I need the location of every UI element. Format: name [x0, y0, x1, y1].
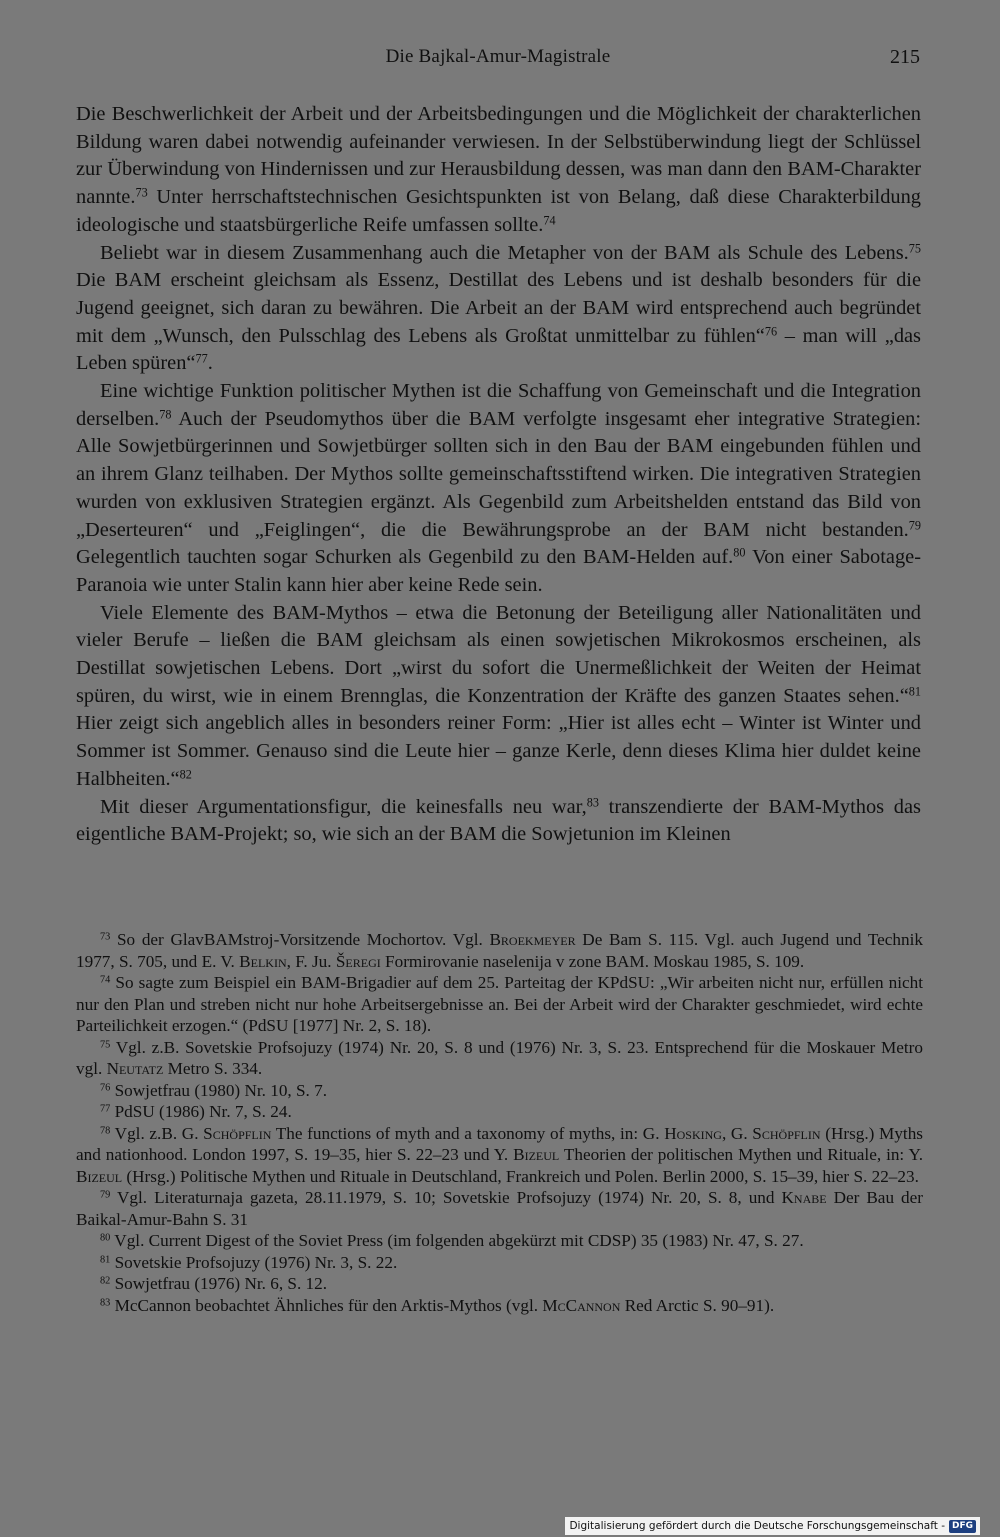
- paragraph: [76, 101, 921, 240]
- footnote-number: 80: [100, 1232, 111, 1244]
- text-run: So sagte zum Beispiel ein BAM-Brigadier auf dem 25. Parteitag der KPdSU: „Wir arbeiten nicht nur, erfüllen nicht nur den Plan und streben nicht nur hohe Arbeitsergebnisse an. Bei der Arbeit wird der Charakter geschmiedet, wird echte Parteilichkeit erzogen.“ (PdSU [1977] Nr. 2, S. 18).: [76, 973, 923, 1035]
- text-run: Gelegentlich tauchten sogar Schurken als Gegenbild zu den BAM-Helden auf.: [76, 546, 734, 569]
- text-run: – man will „das Leben spüren“: [76, 324, 921, 375]
- text-run: .: [207, 352, 213, 375]
- text-run: Beliebt war in diesem Zusammenhang auch die Metapher von der BAM als Schule des Lebens.: [100, 241, 909, 264]
- text-run: Unter herrschaftstechnischen Gesichtspunkten ist von Belang, daß diese Charakterbildung ideologische und staatsbürgerliche Reife umfassen sollte.: [76, 186, 921, 236]
- dfg-logo: DFG: [949, 1520, 976, 1533]
- running-title: Die Bajkal-Amur-Magistrale: [385, 46, 611, 67]
- text-run: Der Bau der Baikal-Amur-Bahn S. 31: [76, 1188, 923, 1229]
- text-run: So der GlavBAMstroj-Vorsitzende Mochortov. Vgl.: [110, 930, 490, 949]
- footnote: [76, 1123, 923, 1188]
- footnote: [76, 1230, 923, 1252]
- text-run: Metro S. 334.: [163, 1059, 263, 1078]
- footnote-number: 74: [100, 974, 111, 986]
- text-run: transzendierte der BAM-Mythos das eigentliche BAM-Projekt; so, wie sich an der BAM die Sowjetunion im Kleinen: [76, 795, 921, 846]
- author-name: McCannon: [542, 1295, 621, 1315]
- author-name: Šeregi: [335, 951, 381, 971]
- footnote-number: 75: [100, 1038, 111, 1050]
- text-run: Red Arctic S. 90–91).: [620, 1295, 775, 1315]
- footnote-number: 83: [100, 1296, 111, 1308]
- footnote-reference: 77: [195, 351, 208, 366]
- footnote: [76, 1252, 923, 1274]
- text-run: De Bam S. 115. Vgl. auch Jugend und Technik 1977, S. 705, und E. V.: [76, 930, 923, 971]
- footnote-reference: 74: [543, 213, 556, 228]
- text-run: Eine wichtige Funktion politischer Mythen ist die Schaffung von Gemeinschaft und die Integration derselben.: [76, 380, 921, 430]
- author-name: Knabe: [781, 1188, 827, 1207]
- text-run: (Hrsg.) Politische Mythen und Rituale in Deutschland, Frankreich und Polen. Berlin 2000, S. 15–39, hier S. 22–23.: [122, 1166, 919, 1186]
- page-header: [76, 46, 920, 76]
- author-name: Bizeul: [513, 1145, 560, 1164]
- text-run: Theorien der politischen Mythen und Rituale, in: Y.: [559, 1145, 923, 1164]
- text-run: Mit dieser Argumentationsfigur, die keinesfalls neu war,: [100, 795, 587, 818]
- text-run: Auch der Pseudomythos über die BAM verfolgte insgesamt eher integrative Strategien: Alle Sowjetbürgerinnen und Sowjetbürger sollten sich in den Bau der BAM eingebunden fühlen und an ihrem Glanz teilhaben. Der Mythos sollte gemeinschaftsstiftend wirken. Die integrativen Strategien wurden von exklusiven Strategien ergänzt. Als Gegenbild zum Arbeitshelden entstand das Bild von „Deserteuren“ und „Feiglingen“, die die Bewährungsprobe an der BAM nicht bestanden.: [76, 407, 921, 541]
- footnote-number: 76: [100, 1081, 111, 1093]
- footnote-reference: 81: [908, 684, 921, 699]
- paragraph: [76, 240, 921, 379]
- text-run: , G.: [721, 1123, 753, 1143]
- paragraph: [76, 378, 921, 600]
- author-name: Schöpflin: [752, 1123, 821, 1143]
- author-name: Hosking: [664, 1123, 722, 1143]
- author-name: Belkin: [239, 951, 287, 971]
- text-run: The functions of myth and a taxonomy of myths, in: G.: [271, 1123, 665, 1143]
- text-run: Formirovanie naselenija v zone BAM. Moskau 1985, S. 109.: [380, 951, 805, 971]
- text-run: , F. Ju.: [286, 951, 336, 971]
- author-name: Bizeul: [76, 1166, 123, 1186]
- footnote-reference: 82: [179, 767, 192, 782]
- footnote: [76, 1037, 923, 1080]
- footnote-number: 79: [100, 1189, 111, 1201]
- credit-text: Digitalisierung gefördert durch die Deutsche Forschungsgemeinschaft -: [569, 1520, 945, 1532]
- author-name: Neutatz: [106, 1059, 164, 1078]
- text-run: Sowjetfrau (1976) Nr. 6, S. 12.: [110, 1274, 328, 1293]
- text-run: Von einer Sabotage-Paranoia wie unter Stalin kann hier aber keine Rede sein.: [76, 546, 921, 596]
- footnote-number: 77: [100, 1103, 111, 1115]
- footnote-reference: 80: [733, 545, 746, 560]
- text-run: Vgl. z.B. Sovetskie Profsojuzy (1974) Nr. 20, S. 8 und (1976) Nr. 3, S. 23. Entsprechend für die Moskauer Metro vgl.: [76, 1037, 923, 1078]
- paragraph: [76, 600, 921, 794]
- digitization-credit: [565, 1517, 980, 1535]
- footnote: [76, 1273, 923, 1295]
- footnotes: [76, 929, 923, 1316]
- text-run: PdSU (1986) Nr. 7, S. 24.: [110, 1102, 292, 1121]
- text-run: Sowjetfrau (1980) Nr. 10, S. 7.: [110, 1080, 328, 1100]
- footnote-number: 82: [100, 1275, 111, 1287]
- text-run: Die BAM erscheint gleichsam als Essenz, Destillat des Lebens und ist deshalb besonders für die Jugend geeignet, sich daran zu bewähren. Die Arbeit an der BAM wird entsprechend auch begründet mit dem „Wunsch, den Pulsschlag des Lebens als Großtat unmittelbar zu fühlen“: [76, 269, 921, 347]
- footnote-reference: 75: [908, 240, 921, 255]
- footnote-reference: 76: [764, 323, 778, 338]
- text-run: (Hrsg.) Myths and nationhood. London 1997, S. 19–35, hier S. 22–23 und Y.: [76, 1123, 923, 1164]
- footnote-number: 78: [100, 1124, 111, 1136]
- footnote: [76, 972, 923, 1037]
- footnote-reference: 78: [159, 407, 172, 422]
- footnote-number: 73: [100, 931, 111, 943]
- author-name: Broekmeyer: [489, 930, 576, 949]
- text-run: Vgl. Current Digest of the Soviet Press (im folgenden abgekürzt mit CDSP) 35 (1983) Nr. 47, S. 27.: [110, 1231, 804, 1250]
- page-number: 215: [890, 46, 920, 68]
- footnote: [76, 1187, 923, 1230]
- text-run: Die Beschwerlichkeit der Arbeit und der Arbeitsbedingungen und die Möglichkeit der charakterlichen Bildung waren dabei notwendig aufeinander verwiesen. In der Selbstüberwindung liegt der Schlüssel zur Überwindung von Hindernissen und zur Herausbildung dessen, was man dann den BAM-Charakter nannte.: [76, 103, 921, 209]
- footnote: [76, 1080, 923, 1102]
- main-text: [76, 101, 921, 849]
- footnote-reference: 79: [908, 517, 921, 532]
- author-name: Schöpflin: [203, 1123, 272, 1143]
- text-run: McCannon beobachtet Ähnliches für den Arktis-Mythos (vgl.: [110, 1295, 543, 1315]
- footnote-reference: 83: [586, 794, 599, 809]
- footnote: [76, 1101, 923, 1123]
- text-run: Sovetskie Profsojuzy (1976) Nr. 3, S. 22.: [110, 1252, 398, 1272]
- footnote: [76, 929, 923, 972]
- footnote: [76, 1295, 923, 1317]
- footnote-number: 81: [100, 1253, 111, 1265]
- text-run: Vgl. z.B. G.: [110, 1123, 204, 1143]
- paragraph: [76, 794, 921, 849]
- text-run: Vgl. Literaturnaja gazeta, 28.11.1979, S. 10; Sovetskie Profsojuzy (1974) Nr. 20, S. 8, und: [110, 1188, 782, 1207]
- footnote-reference: 73: [135, 185, 148, 200]
- text-run: Hier zeigt sich angeblich alles in besonders reiner Form: „Hier ist alles echt – Winter ist Winter und Sommer ist Sommer. Genauso sind die Leute hier – ganze Kerle, denn dieses Klima hier duldet keine Halbheiten.“: [76, 712, 921, 790]
- text-run: Viele Elemente des BAM-Mythos – etwa die Betonung der Beteiligung aller Nationalitäten und vieler Berufe – ließen die BAM gleichsam als einen sowjetischen Mikrokosmos erscheinen, als Destillat sowjetischen Lebens. Dort „wirst du sofort die Unermeßlichkeit der Weiten der Heimat spüren, du wirst, wie in einem Brennglas, die Konzentration der Kräfte des ganzen Staates sehen.“: [76, 601, 921, 707]
